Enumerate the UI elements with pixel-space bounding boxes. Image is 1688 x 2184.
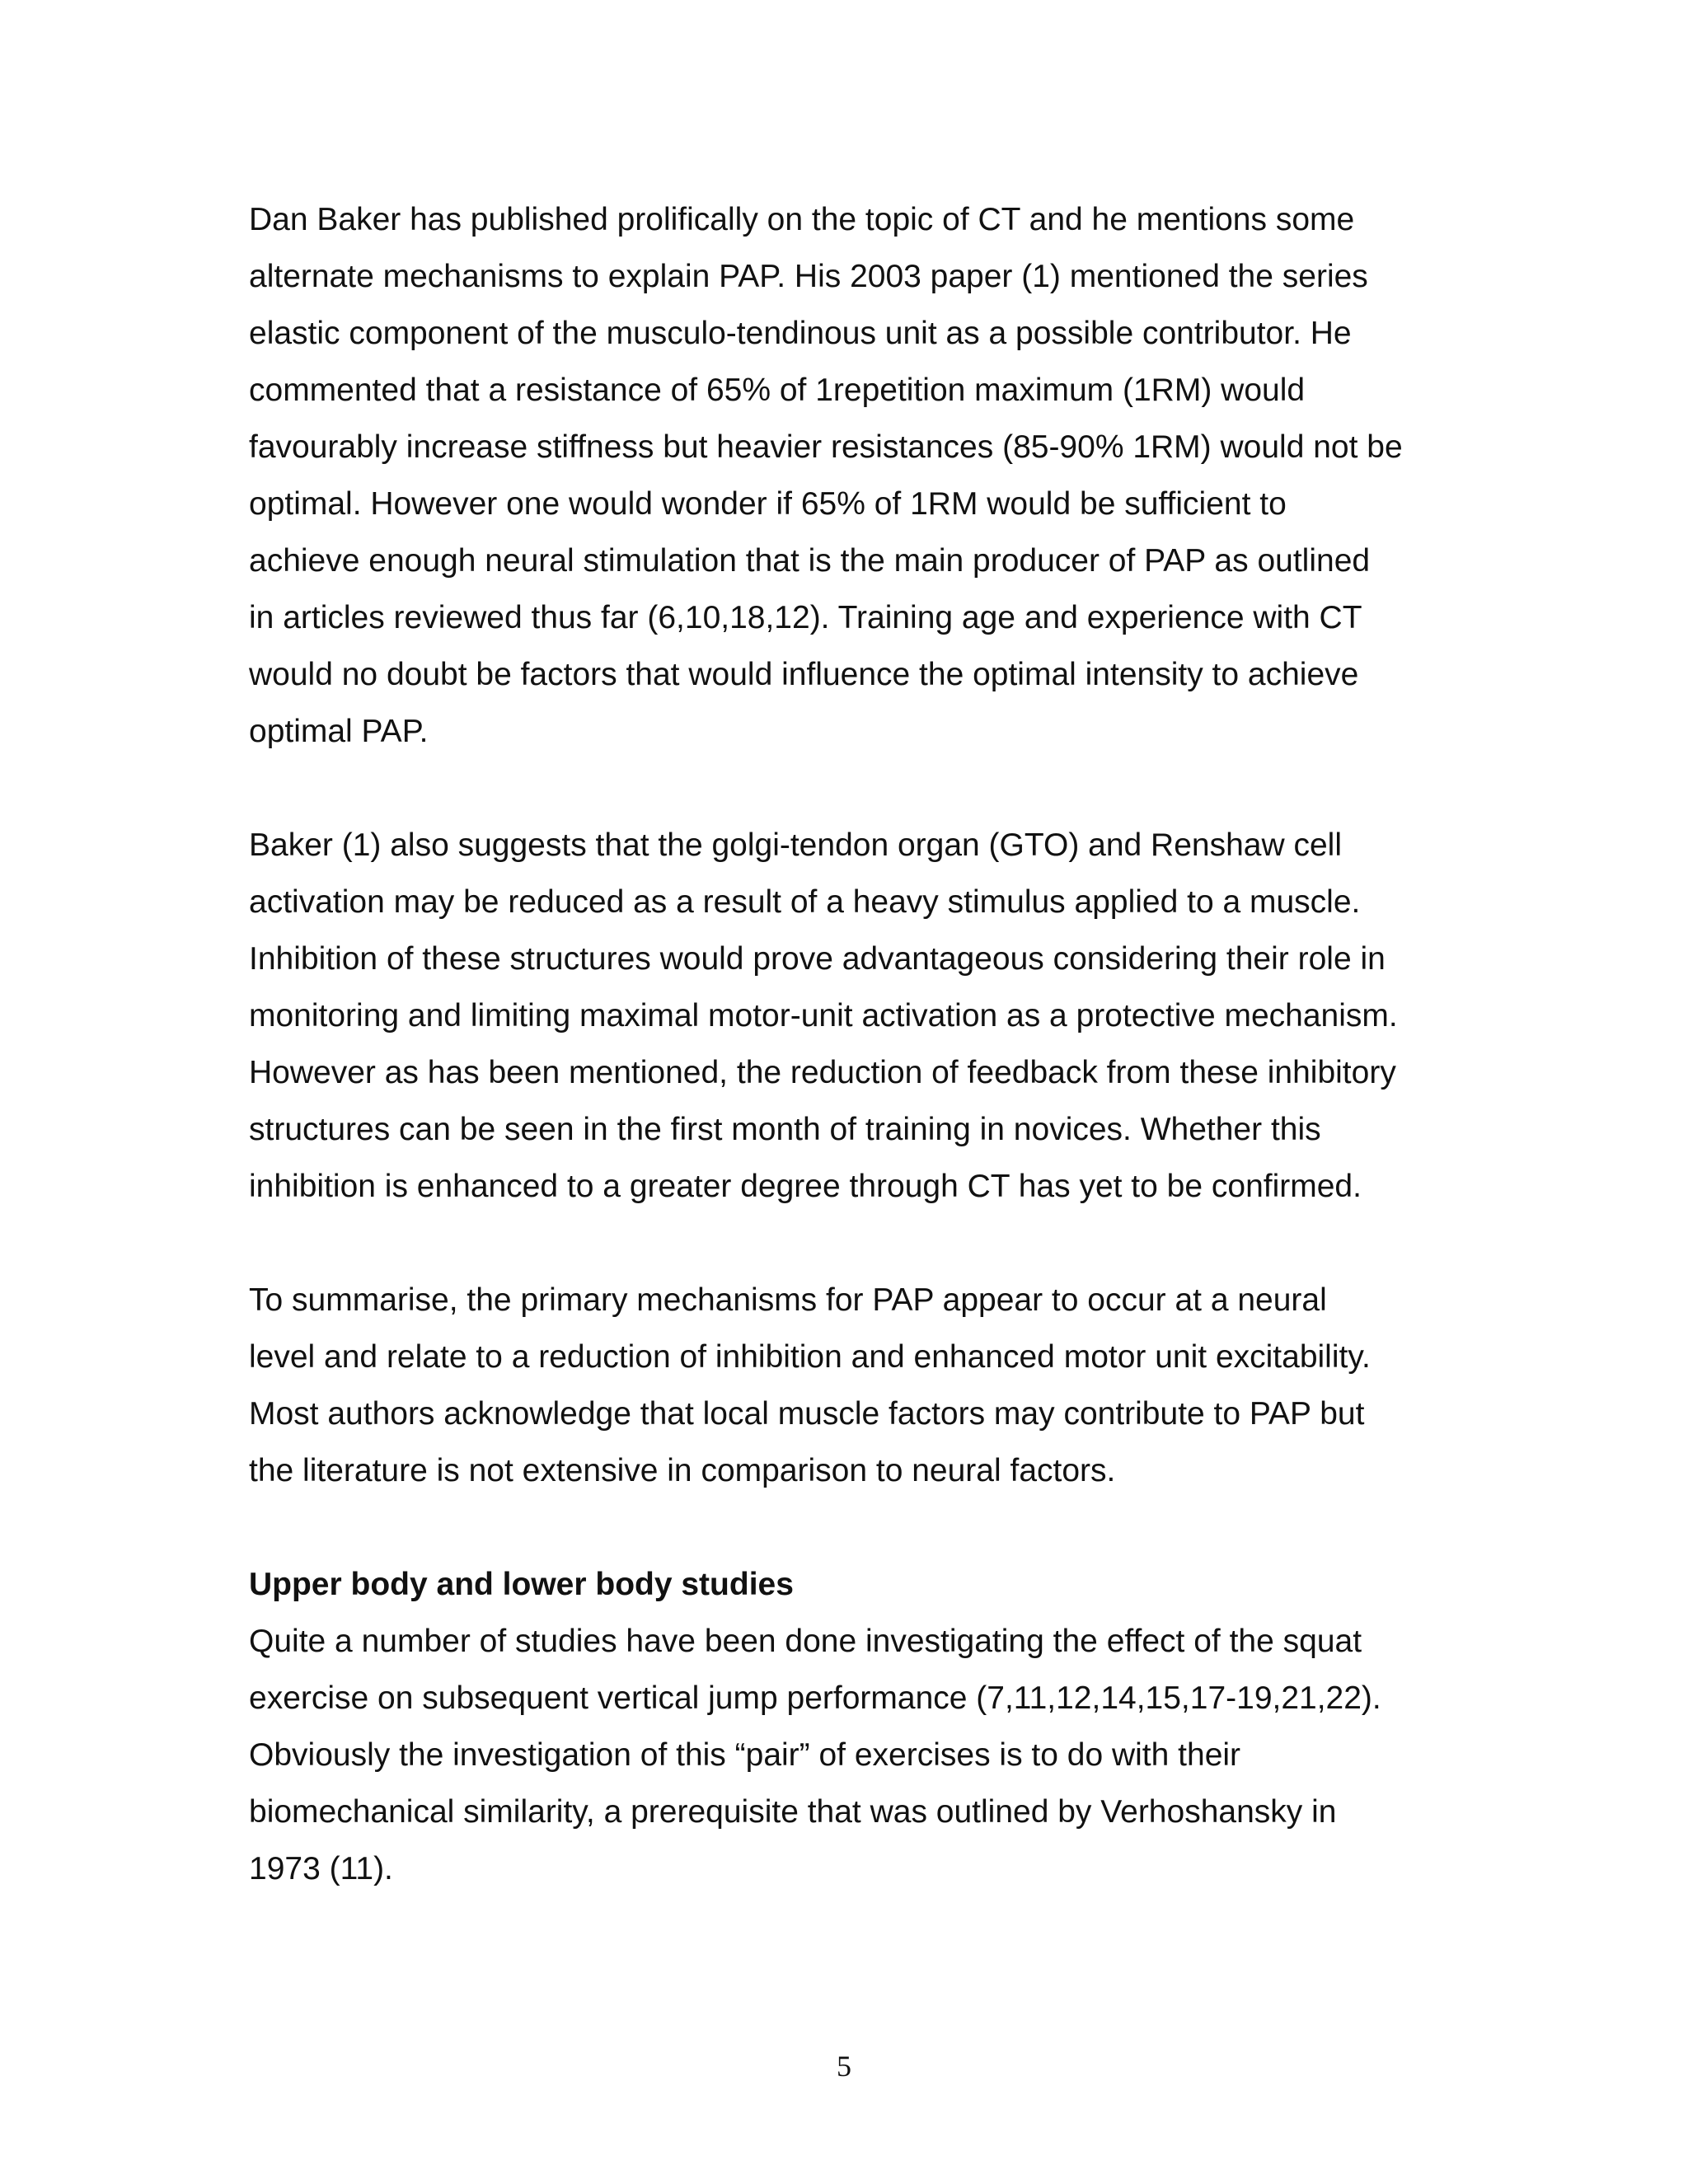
page-number: 5	[837, 2050, 851, 2083]
page-body	[249, 191, 1452, 1954]
paragraph-gto-renshaw: Baker (1) also suggests that the golgi-tendon organ (GTO) and Renshaw cell activation may be reduced as a result of a heavy stimulus applied to a muscle. Inhibition of these structures would prove advantageous considering their role in monitoring and limiting maximal motor-unit activation as a protective mechanism. However as has been mentioned, the reduction of feedback from these inhibitory structures can be seen in the first month of training in novices. Whether this inhibition is enhanced to a greater degree through CT has yet to be confirmed.	[249, 827, 1398, 1204]
section-heading: Upper body and lower body studies	[249, 1567, 794, 1602]
paragraph-squat-studies: Quite a number of studies have been done investigating the effect of the squat exercise on subsequent vertical jump performance (7,11,12,14,15,17-19,21,22). Obviously the investigation of this “pair” of exercises is to do with their biomechanical similarity, a prerequisite that was outlined by Verhoshansky in 1973 (11).	[249, 1624, 1381, 1886]
paragraph-summary: To summarise, the primary mechanisms for PAP appear to occur at a neural level and relate to a reduction of inhibition and enhanced motor unit excitability. Most authors acknowledge that local muscle factors may contribute to PAP but the literature is not extensive in comparison to neural factors.	[249, 1282, 1371, 1488]
paragraph-baker-mechanisms: Dan Baker has published prolifically on the topic of CT and he mentions some alternate mechanisms to explain PAP. His 2003 paper (1) mentioned the series elastic component of the musculo-tendinous unit as a possible contributor. He commented that a resistance of 65% of 1repetition maximum (1RM) would favourably increase stiffness but heavier resistances (85-90% 1RM) would not be optimal. However one would wonder if 65% of 1RM would be sufficient to achieve enough neural stimulation that is the main producer of PAP as outlined in articles reviewed thus far (6,10,18,12). Training age and experience with CT would no doubt be factors that would influence the optimal intensity to achieve optimal PAP.	[249, 202, 1403, 749]
